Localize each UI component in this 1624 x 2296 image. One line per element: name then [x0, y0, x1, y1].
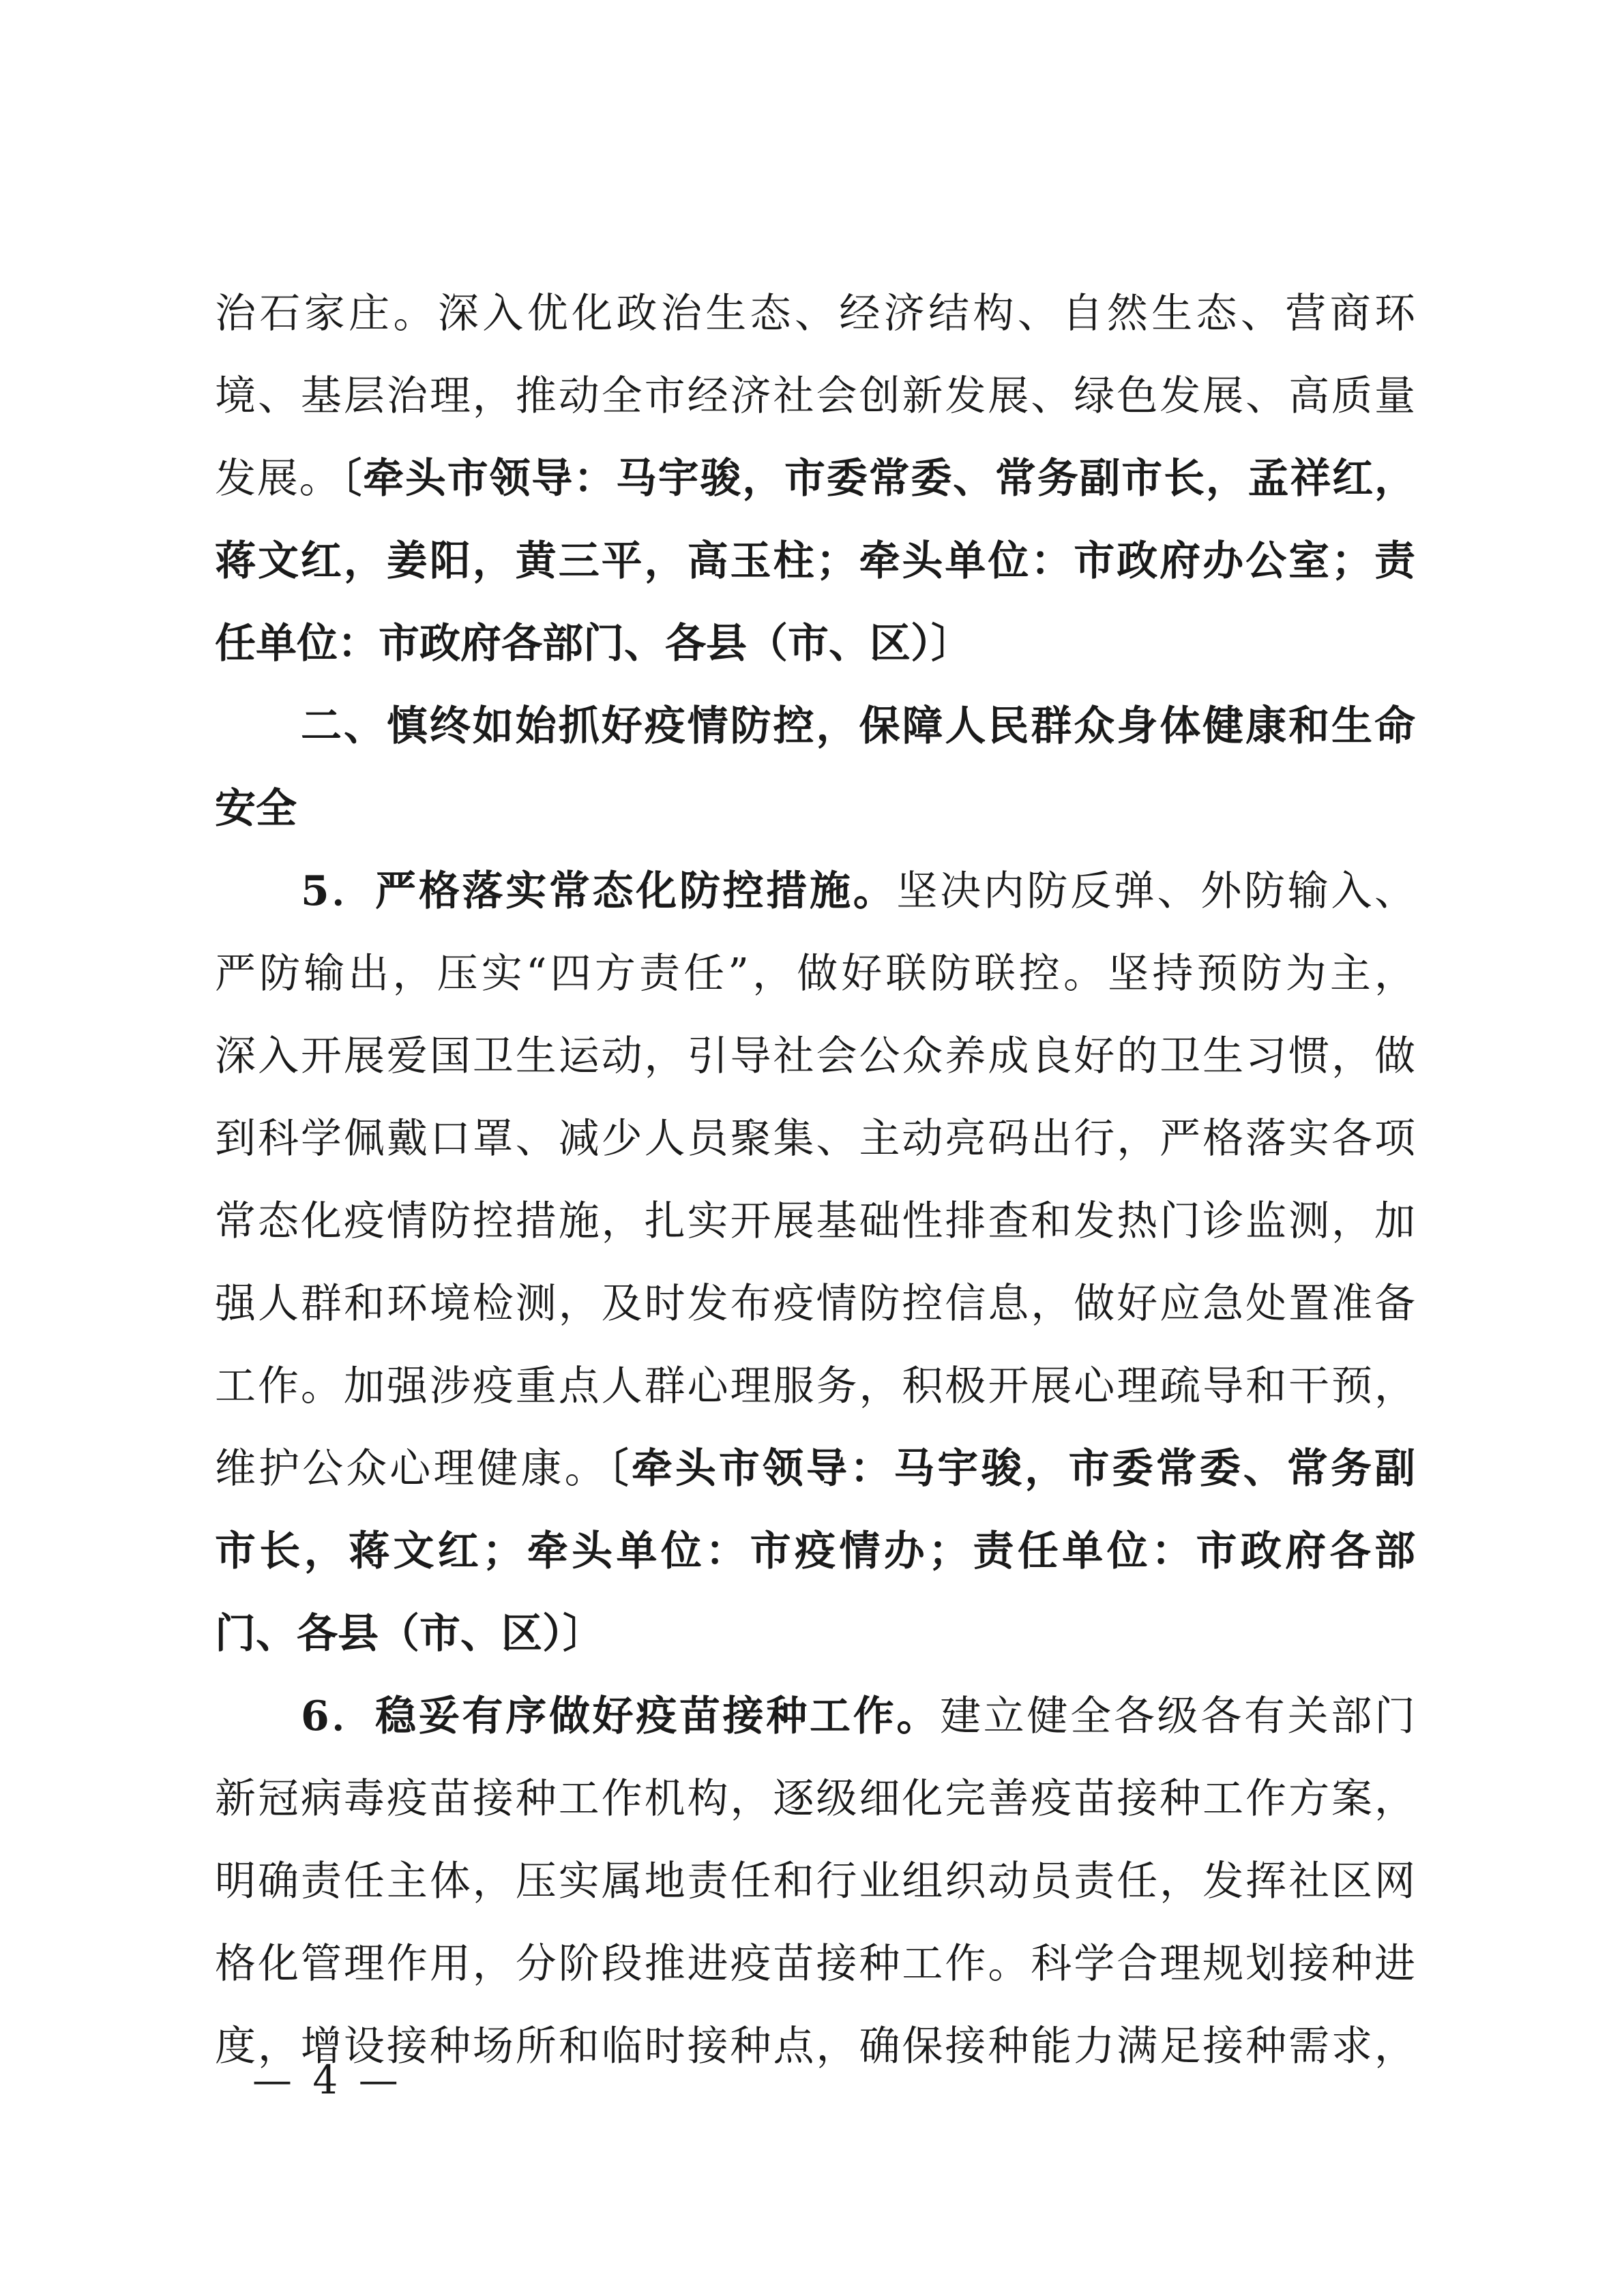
text-line	[215, 850, 1415, 933]
text-segment: 发展。	[215, 455, 342, 503]
text-segment: 维护公众心理健康。	[215, 1445, 608, 1493]
text-line: 格化管理作用，分阶段推进疫苗接种工作。科学合理规划接种进	[215, 1940, 1415, 1988]
paragraph-1	[215, 273, 1415, 685]
section-heading	[215, 685, 1415, 850]
text-segment: 坚决内防反弹、外防输入、	[896, 867, 1416, 915]
item-5-paragraph	[215, 850, 1415, 1675]
lead-responsibility-text: 〔牵头市领导：马宇骏，市委常委、常务副市长，孟祥红，	[341, 455, 1416, 503]
text-line: 境、基层治理，推动全市经济社会创新发展、绿色发展、高质量	[215, 372, 1415, 420]
text-line	[215, 1428, 1415, 1510]
text-line	[215, 438, 1415, 520]
text-line: 新冠病毒疫苗接种工作机构，逐级细化完善疫苗接种工作方案，	[215, 1775, 1415, 1823]
text-line: 明确责任主体，压实属地责任和行业组织动员责任，发挥社区网	[215, 1858, 1415, 1905]
text-segment: 建立健全各级各有关部门	[940, 1693, 1416, 1740]
text-line: 度，增设接种场所和临时接种点，确保接种能力满足接种需求，	[215, 2023, 1415, 2070]
item-title: 6．稳妥有序做好疫苗接种工作。	[301, 1693, 941, 1740]
page-number: — 4 —	[252, 2057, 402, 2103]
text-line: 到科学佩戴口罩、减少人员聚集、主动亮码出行，严格落实各项	[215, 1115, 1415, 1163]
lead-responsibility-text: 〔牵头市领导：马宇骏，市委常委、常务副	[608, 1445, 1416, 1493]
heading-line: 安全	[215, 785, 297, 833]
heading-line: 二、慎终如始抓好疫情防控，保障人民群众身体健康和生命	[301, 702, 1415, 750]
text-line: 常态化疫情防控措施，扎实开展基础性排查和发热门诊监测，加	[215, 1197, 1415, 1245]
lead-responsibility-text: 门、各县（市、区）〕	[215, 1610, 604, 1658]
item-title: 5．严格落实常态化防控措施。	[301, 867, 897, 915]
text-line: 工作。加强涉疫重点人群心理服务，积极开展心理疏导和干预，	[215, 1362, 1415, 1410]
text-line: 深入开展爱国卫生运动，引导社会公众养成良好的卫生习惯，做	[215, 1032, 1415, 1080]
text-line: 治石家庄。深入优化政治生态、经济结构、自然生态、营商环	[215, 290, 1415, 338]
lead-responsibility-text: 蒋文红，姜阳，黄三平，高玉柱；牵头单位：市政府办公室；责	[215, 537, 1415, 585]
text-line: 强人群和环境检测，及时发布疫情防控信息，做好应急处置准备	[215, 1280, 1415, 1328]
lead-responsibility-text: 任单位：市政府各部门、各县（市、区）〕	[215, 620, 972, 668]
item-6-paragraph	[215, 1675, 1415, 2088]
text-line	[215, 1675, 1415, 1758]
lead-responsibility-text: 市长，蒋文红；牵头单位：市疫情办；责任单位：市政府各部	[215, 1527, 1415, 1575]
document-body	[215, 273, 1415, 2088]
text-line: 严防输出，压实“四方责任”，做好联防联控。坚持预防为主，	[215, 950, 1415, 998]
